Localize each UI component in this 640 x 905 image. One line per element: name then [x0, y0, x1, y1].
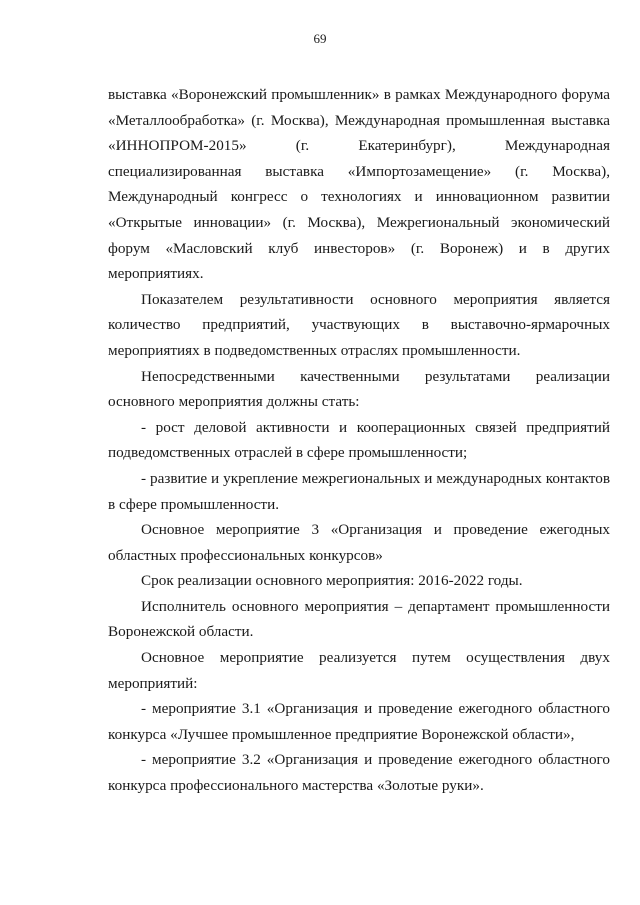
paragraph-executor: Исполнитель основного мероприятия – департамент промышленности Воронежской области. [108, 597, 610, 641]
paragraph-qualitative-results-intro: Непосредственными качественными результатами реализации основного мероприятия должны стать: [108, 367, 610, 411]
paragraph-exhibitions-continued: выставка «Воронежский промышленник» в рамках Международного форума «Металлообработка» (г. Москва), Международная промышленная выставка «ИННОПРОМ-2015» (г. Екатеринбург), Международная специализированная выставка «Импортозамещение» (г. Москва), Международный конгресс о технологиях и инновационном развитии «Открытые инновации» (г. Москва), Межрегиональный экономический форум «Масловский клуб инвесторов» (г. Воронеж) и в других мероприятиях. [108, 86, 610, 283]
page-number: 69 [313, 31, 327, 46]
paragraph-two-activities-intro: Основное мероприятие реализуется путем осуществления двух мероприятий: [108, 649, 610, 692]
document-body [108, 82, 610, 799]
paragraph-performance-indicator: Показателем результативности основного мероприятия является количество предприятий, участвующих в выставочно-ярмарочных мероприятиях в подведомственных отраслях промышленности. [108, 290, 610, 359]
list-item-business-activity: - рост деловой активности и кооперационных связей предприятий подведомственных отраслей в сфере промышленности; [108, 418, 610, 462]
paragraph-implementation-period: Срок реализации основного мероприятия: 2016-2022 годы. [141, 572, 523, 590]
list-item-activity-3-1: - мероприятие 3.1 «Организация и проведение ежегодного областного конкурса «Лучшее промышленное предприятие Воронежской области», [108, 700, 610, 743]
paragraph-main-event-3-title: Основное мероприятие 3 «Организация и проведение ежегодных областных профессиональных конкурсов» [108, 521, 610, 564]
list-item-interregional-contacts: - развитие и укрепление межрегиональных и международных контактов в сфере промышленности. [108, 469, 610, 513]
list-item-activity-3-2: - мероприятие 3.2 «Организация и проведение ежегодного областного конкурса профессионального мастерства «Золотые руки». [108, 751, 610, 795]
